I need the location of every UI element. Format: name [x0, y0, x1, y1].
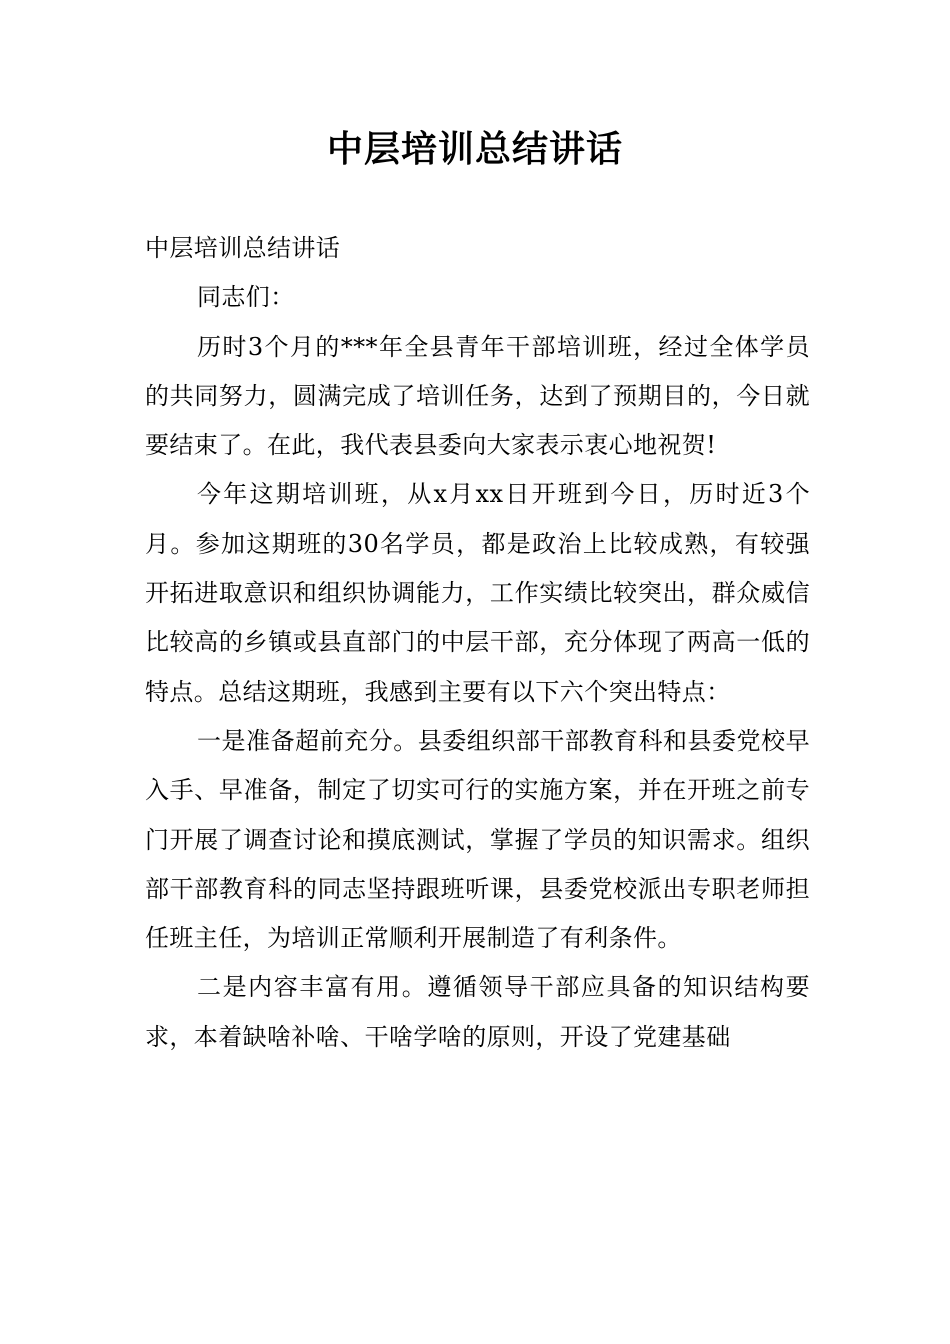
salutation: 同志们： — [197, 283, 295, 312]
document-title: 中层培训总结讲话 — [326, 129, 623, 170]
paragraph-1: 历时3个月的***年全县青年干部培训班，经过全体学员的共同努力，圆满完成了培训任务，达到了预期目的，今日就要结束了。在此，我代表县委向大家表示衷心地祝贺! — [145, 332, 810, 460]
paragraph-4: 二是内容丰富有用。遵循领导干部应具备的知识结构要求，本着缺啥补啥、干啥学啥的原则，开设了党建基础 — [145, 973, 810, 1051]
document-subtitle: 中层培训总结讲话 — [145, 234, 341, 262]
paragraph-2: 今年这期培训班，从x月xx日开班到今日，历时近3个月。参加这期班的30名学员，都是政治上比较成熟，有较强开拓进取意识和组织协调能力，工作实绩比较突出，群众威信比较高的乡镇或县直部门的中层干部，充分体现了两高一低的特点。总结这期班，我感到主要有以下六个突出特点： — [145, 480, 810, 706]
paragraph-3: 一是准备超前充分。县委组织部干部教育科和县委党校早入手、早准备，制定了切实可行的实施方案，并在开班之前专门开展了调查讨论和摸底测试，掌握了学员的知识需求。组织部干部教育科的同志坚持跟班听课，县委党校派出专职老师担任班主任，为培训正常顺利开展制造了有利条件。 — [145, 726, 810, 953]
document-body — [145, 224, 810, 1062]
